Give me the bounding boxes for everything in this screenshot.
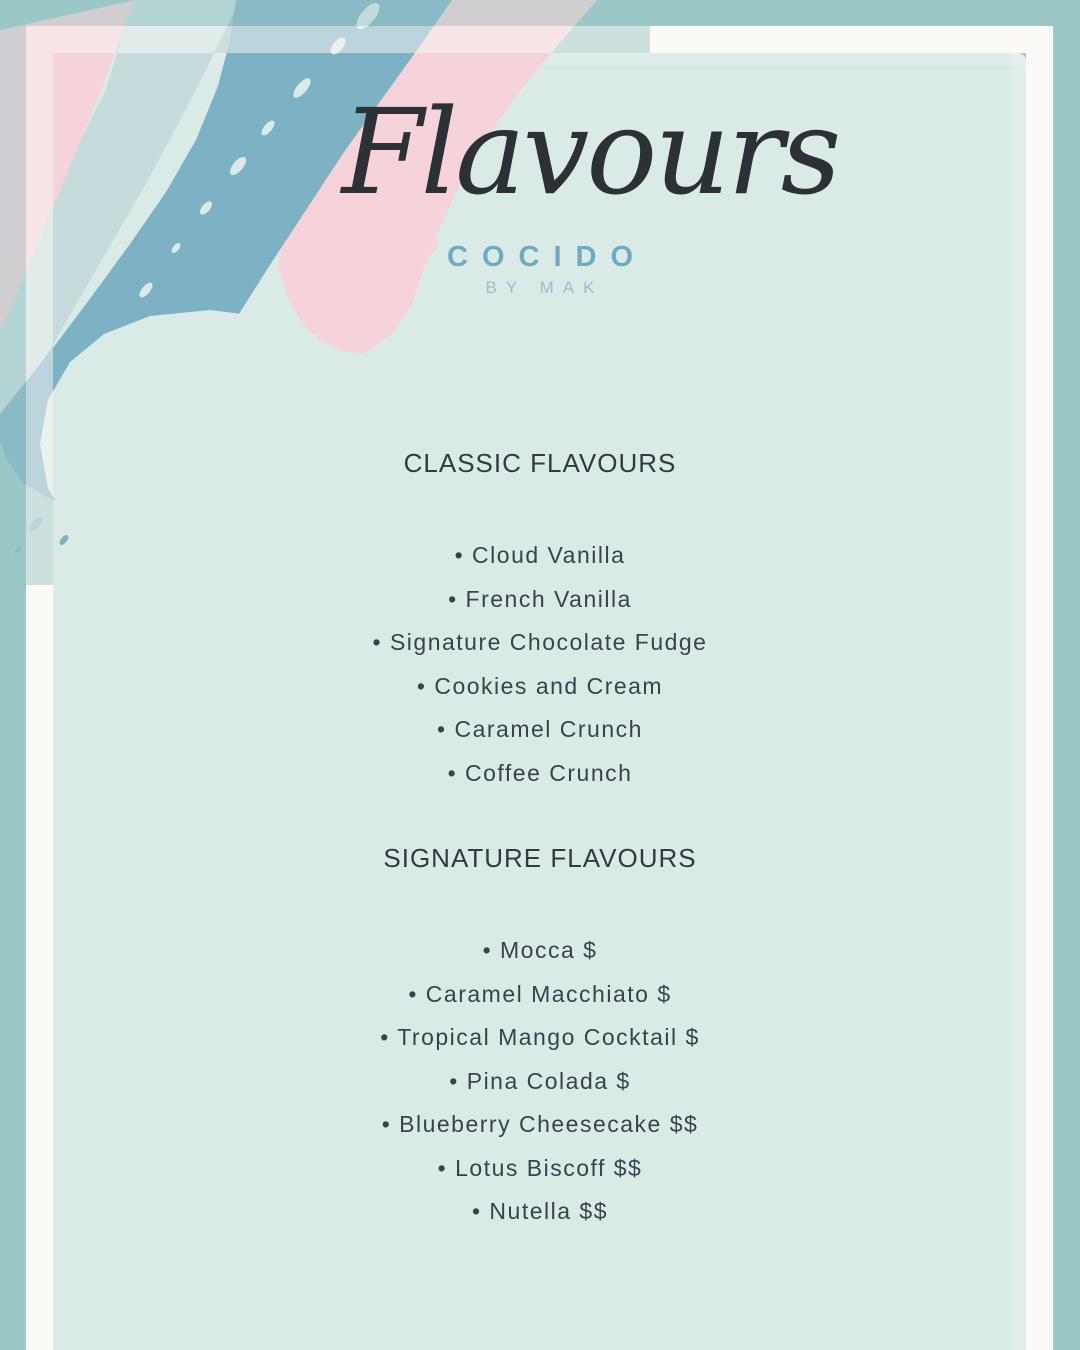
flavour-list [0, 534, 1080, 795]
flavour-item: • Blueberry Cheesecake $$ [381, 1111, 699, 1137]
flavour-item: • Lotus Biscoff $$ [437, 1154, 643, 1181]
flavour-item: • Cloud Vanilla [454, 542, 626, 568]
flavour-item: • Cookies and Cream [416, 672, 664, 699]
flavour-item: • Pina Colada $ [449, 1067, 631, 1094]
flavour-list [0, 929, 1080, 1234]
poster-title-script: Flavours [341, 83, 839, 221]
flavour-item: • Caramel Crunch [437, 716, 643, 742]
brand-byline: BY MAK [485, 278, 604, 297]
brand-name: COCIDO [447, 241, 647, 273]
flavour-item: • Caramel Macchiato $ [408, 980, 672, 1007]
flavour-item: • French Vanilla [448, 585, 632, 612]
section-heading: CLASSIC FLAVOURS [403, 448, 677, 478]
flavour-sections [0, 446, 1080, 1234]
flavour-item: • Mocca $ [482, 937, 598, 963]
flavour-section [0, 446, 1080, 795]
flavour-section [0, 841, 1080, 1234]
flavour-item: • Coffee Crunch [447, 759, 633, 786]
flavour-item: • Signature Chocolate Fudge [372, 629, 708, 655]
flavour-item: • Nutella $$ [471, 1198, 608, 1224]
flavour-item: • Tropical Mango Cocktail $ [380, 1024, 700, 1050]
section-heading: SIGNATURE FLAVOURS [383, 843, 697, 873]
